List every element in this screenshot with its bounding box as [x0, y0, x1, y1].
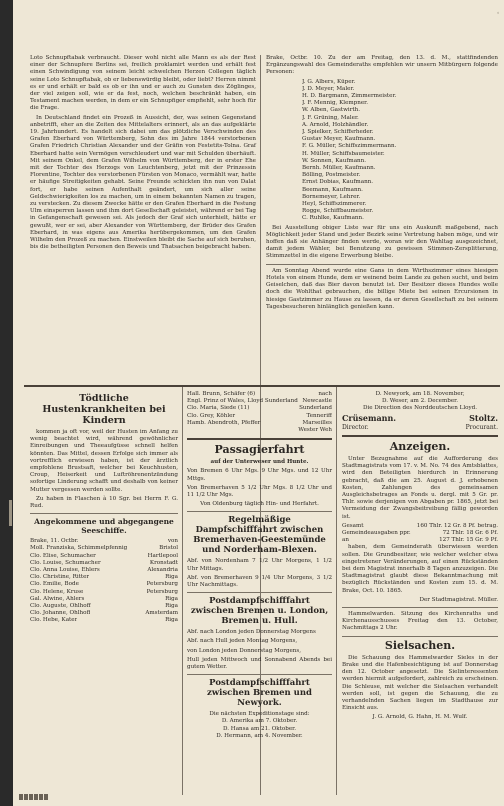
candidate: Bölling, Postmeister. — [302, 172, 361, 179]
ship-name: Clo. Christine, Ritter — [30, 574, 90, 581]
passage-sub: auf der Unterweser und Hunte. — [210, 459, 309, 466]
section-rule — [24, 385, 500, 387]
spine-tab — [9, 500, 12, 526]
ship-port: Riga — [165, 574, 178, 581]
anzeigen-heading: Anzeigen. — [389, 440, 451, 454]
candidate: J. D. Meyer, Maler. — [302, 85, 355, 92]
candidate: W. Alben, Gastwirth. — [302, 107, 361, 114]
candidate: A. Arnold, Holzhändler. — [302, 121, 369, 128]
candidate: C. Ruhlke, Kaufmann. — [302, 215, 364, 222]
hotel-line: Hall. Brunn, Schäfer (6) — [187, 391, 256, 397]
ship-name: Moll. Franziska, Schimmelpfennig — [30, 545, 128, 552]
candidate: J. F. Mennig, Klempner. — [302, 100, 369, 107]
cough-sale: Zu haben in Flaschen à 10 Sgr. bei Herrn F. G. Rud. — [30, 495, 178, 510]
steam-line: Abf. von Bremerhaven 9 1/4 Uhr Morgens, 3 1/2 Uhr Nachmittags. — [187, 574, 332, 589]
hotel-dest: Newcastle — [302, 398, 332, 405]
cough-text: kommen ja oft vor, weil der Husten im Anfang zu wenig beachtet wird, während gewöhnlicher Einreibungen und Theeaufgüsse schnell helfen könnten. Das Mittel, dessen Erfolge sich immer als vortrefflich erwiesen haben, ist der ärztlich empfohlene Brustsaft, welcher bei Keuchhusten, Croup, Heiserkeit und Luftröhrenentzündung sofortige Linderung schafft und deshalb von keiner Mutter vergessen werden sollte. — [30, 429, 178, 493]
candidate: Ernst Dobias, Kaufmann. — [302, 179, 374, 186]
candidate: J. G. Albers, Küper. — [302, 78, 356, 85]
church-announcement: Hammelwarden. Sitzung des Kirchenraths und Kirchenausschusses Freitag den 13. October, Nachmittags 2 Uhr. — [342, 611, 498, 632]
signature-left: Crüsemann. — [342, 412, 397, 423]
candidate: Bornemeyer, Lehrer. — [302, 193, 361, 200]
ship-name: Clo. Johanne, Ohlhoff — [30, 610, 91, 617]
departure-row — [30, 617, 178, 624]
row-label: Gesamt — [342, 522, 364, 529]
top-right-column — [266, 55, 498, 313]
lower-left-column — [30, 391, 178, 625]
ship-name: Clo. Emilie, Bode — [30, 581, 79, 588]
candidate: Heyl, Schiffszimmerer. — [302, 201, 367, 208]
ship-port: Alexandria — [147, 567, 178, 574]
notice-rule — [266, 264, 498, 265]
row-value: 72 Thlr. 18 Gr. 6 Pf. — [442, 530, 498, 537]
hotel-dest: nach — [318, 391, 332, 397]
anzeigen-row — [342, 523, 498, 530]
ship-port: Amsterdam — [145, 610, 178, 617]
row-value: 160 Thlr. 12 Gr. 8 Pf. betrag. — [416, 522, 498, 529]
candidate: H. Müller, Schiffsbaumeister. — [302, 150, 385, 157]
election-note: Bei Ausstellung obiger Liste war für uns ein Auskunft maßgebend, nach Möglichkeit jeder Stand und jeder Bezirk seine Vertretung haben möge, und wir hoffen daß sie Anhänger finden werde, woran wir den Wahltag ausgezeichnet, damit jedem Wähler, bei Benutzung zu gewissen Stimmen-Zersplitterung, Stimmzettel in die eigene Erwerbung bleibe. — [266, 224, 498, 260]
departure-row — [30, 603, 178, 610]
ship-name: Clo. Hebe, Kater — [30, 617, 78, 624]
lower-right-rule — [336, 387, 337, 795]
hotel-list — [187, 391, 332, 434]
ny-line: D. Hermann, am 4. November. — [216, 732, 303, 739]
lloyd-signatures — [342, 412, 498, 423]
election-header: Brake, Octbr. 10. Zu der am Freitag, den 13. d. M., stattfindenden Ergänzungswahl des Gemeinderaths empfehlen wir unsern Mitbürgern folgende Personen: — [266, 55, 498, 76]
departures-heading: Angekommene und abgegangene Seeschiffe. — [34, 517, 174, 536]
hotel-dest: Marseilles — [302, 419, 332, 426]
passage-rule — [187, 438, 332, 440]
lloyd-line: D. Weser, am 2. December. — [381, 398, 459, 405]
ship-port: Riga — [165, 617, 178, 624]
ship-name: Clo. Elise, Schumacher — [30, 552, 96, 559]
ny-line: D. Hansa am 21. Oktober. — [222, 725, 297, 732]
ship-port: Bristol — [159, 545, 178, 552]
post-line: Abf. nach Hull jeden Montag Morgens, — [187, 638, 298, 645]
departure-row — [30, 596, 178, 603]
candidate: Beemann, Kaufmann. — [302, 186, 363, 193]
role-left: Director. — [342, 423, 369, 431]
sielsachen-text: Die Schauung des Hammelwarder Sieles in der Brake und die Hafenbesichtigung ist auf Donnerstag den 12. October angesetzt. Die Sielinteressenten werden hiermit aufgefordert, zahlreich zu erscheinen. Die Schleuse, mit welcher die Sielsachen verhandelt werden soll, ist gegen die Schauung, die zu verhandelnden Sachen liegen im Stadthause zur Einsicht aus. — [342, 654, 498, 712]
imprint-marks — [19, 794, 48, 800]
row-value: 127 Thlr. 15 Gr. 9 Pf. — [439, 537, 498, 544]
sielsachen-signature: J. G. Arnold, G. Hahn, H. M. Wulf. — [372, 714, 468, 721]
role-right: Procurant. — [465, 423, 498, 431]
cough-heading: Tödtliche Hustenkrankheiten bei Kindern — [42, 393, 166, 426]
book-binding — [0, 0, 13, 806]
ny-heading: Postdampfschifffahrt zwischen Bremen und Newyork. — [207, 678, 312, 709]
hotel-dest: Sunderland — [299, 405, 332, 412]
ship-name: Clo. Auguste, Ohlhoff — [30, 603, 91, 610]
dog-notice: Am Sonntag Abend wurde eine Gans in dem Wirthszimmer eines hiesigen Hotels von einem Hunde, dem er weinend beim Lande zu gehen sucht, und beim Geiselchen, daß das Bier davon benutzt ist. Der Besitzer dieses Hundes wolle doch die Wohlthat gebrauchen, die billige Miete bei seinen Ercursionen in hiesige Gastzimmer zu Hause zu lassen, da er deren Gesellschaft zu bei seinem Tagesbesucheren hinlänglich genießen kann. — [266, 267, 498, 310]
departure-row — [30, 589, 178, 596]
hotel-line: Engl. Prinz of Wales, Lloyd Sunderland — [187, 398, 298, 405]
anzeigen-signature: Der Stadtmagistrat. Müller. — [419, 596, 498, 603]
anzeigen-rule — [342, 435, 498, 437]
ship-port: Riga — [165, 595, 178, 602]
hotel-line: Hamb. Abendroth, Pfeffer — [187, 419, 261, 426]
anzeigen-end: haben, dem Gemeinderath überwiesen werden sollen. Die Grundbesitzer, wie welcher welcher etwa eingetretener Veränderungen, auf einen Rückständen bei dem Magistrat innerhalb 8 Tagen anzuzeigen. Die Stadtmagistrat glaubt diese Bekanntmachung mit bezüglich Rückständen und Kosten zum 15. d. M. Brake, Oct. 10. 1865. — [342, 544, 498, 594]
departure-row — [30, 574, 178, 581]
signature-right: Stoltz. — [469, 412, 498, 423]
departures-date: Brake, 11. Octbr. — [30, 538, 79, 545]
candidate: H. D. Bargmann, Zimmermeister. — [302, 93, 397, 100]
candidate: J. F. Grüning, Maler. — [302, 114, 359, 121]
candidate-list — [266, 79, 498, 223]
passage-line: Von Bremen 6 Uhr Mgs. 9 Uhr Mgs. und 12 Uhr Mttgs. — [187, 468, 332, 482]
announce-rule — [342, 607, 498, 608]
lower-left-rule — [182, 387, 183, 795]
article-paragraph-1: Loto Schnupftabak verbraucht. Dieser wohl nicht alle Mann es als der Rest einer der Schnupfere Berlins sei, freilich proklamirt werden und erhält fest einen Schwindigung von seinem leicht schwelchen Herzen Collegen täglich seine Loto Schnupftabak, ob er liebenswürdig bleibt, oder liebt? Herren nimmt es er und erhält er bald es ob er ihn und er auch zu Gunsten des Zöglinges, der viel zeigen soll, wie er da fest, noch, welchen beschränkt haben, ein Testament machen werden, in dem er ein Schnupfiger empfiehlt, sehr hoch für die Frage. — [30, 55, 256, 112]
ship-port: Petersburg — [146, 581, 178, 588]
ship-port: Hartlepool — [147, 552, 178, 559]
article-paragraph-2: In Deutschland findet ein Prozeß in Aussicht, der, was seinen Gegenstand anbetrifft, eher an die Zeiten des Mittelalters erinnert, als an das aufgeklärte 19. Jahrhundert. Es handelt sich dabei um das plötzliche Verschwinden des Grafen Eberhard von Württemberg, Sohn des im Jahre 1844 verstorbenen Grafen Friedrich Christian Alexander und der Gräfin von Festetits-Tolna. Graf Eberhard hatte sein Vermögen verschleudert und war mit Schulden überhäuft. Mit seinem Onkel, dem Grafen Wilhelm von Württemberg, der in erster Ehe mit der Tochter des Herzogs von Leuchtenberg, jetzt mit der Prinzessin Florentine, Tochter des verstorbenen Fürsten von Monaco, vermählt war, hatte er häufige Streitigkeiten gehabt. Seine Freunde schickten ihn nun von Dalat fort, er habe seinen Aufenthalt geändert, um sich aller seine Geldschwierigkeiten los zu machen, um in einem bekannten Namen zu tragen, zu verstecken. Zu diesem Zwecke hätte er den Grafen Eberhard in die Festung Ulm einsperren lassen und ihm dort Gesellschaft geleistet, während er bei Tag in Gefangenschaft gewesen sei. Als jedoch der Graf sich unterhielt, hätte er gewußt, wer er sei, aber Alexander von Württemberg, der Brüder des Grafen Eberhard, in was eigens aus Amerika herübergekommen, um den Grafen Wilhelm den Prozeß zu machen. Einstweilen bleibt die Sache auf sich beruhen, bis die betheiligten Personen den Beweis und Thatsachen beigebracht haben. — [30, 114, 256, 251]
page-body — [24, 55, 500, 795]
ship-port: Kronstadt — [149, 559, 178, 566]
page-corner-mark: ◦ — [496, 10, 500, 17]
shipping-rule — [30, 513, 178, 514]
lower-right-column — [342, 391, 498, 722]
departure-row — [30, 567, 178, 574]
lloyd-line: D. Newyork, am 18. November, — [375, 391, 465, 397]
ship-name: Gal. Alwine, Ahlers — [30, 595, 85, 602]
lower-middle-column — [187, 391, 332, 740]
ship-name: Clo. Anna Louise, Ehlers — [30, 567, 100, 574]
anzeigen-row — [342, 537, 498, 544]
sielsachen-heading: Sielsachen. — [384, 638, 456, 652]
departures-date-row — [30, 538, 178, 545]
steam-heading: Regelmäßige Dampfschifffahrt zwischen Bremerhaven-Geestemünde und Norderham-Blexen. — [193, 515, 326, 556]
steam-line: Abf. von Nordenham 7 1/2 Uhr Morgens, 1 1/2 Uhr Mittags. — [187, 558, 332, 572]
hotel-line: Clo. Grey, Köhler — [187, 412, 236, 419]
departure-row — [30, 545, 178, 552]
departures-sub: von — [167, 538, 178, 545]
candidate: Rogge, Schiffbaumeister. — [302, 208, 374, 215]
passage-line: Von Oldenburg täglich Hin- und Herfahrt. — [200, 501, 319, 508]
candidate: W. Sonnen, Kaufmann. — [302, 157, 367, 164]
ship-name: Clo. Louise, Schumacher — [30, 559, 101, 566]
candidate: Gustav Meyer, Kaufmann. — [302, 136, 376, 143]
ny-rule — [187, 674, 332, 675]
anzeigen-row — [342, 530, 498, 537]
departure-row — [30, 610, 178, 617]
post-rule — [187, 592, 332, 593]
departure-row — [30, 581, 178, 588]
lloyd-intro: Die Direction des Norddeutschen Lloyd. — [362, 405, 478, 412]
newspaper-page — [13, 0, 504, 806]
steam-rule — [187, 511, 332, 512]
passage-line: Von Bremerhaven 5 1/2 Uhr Mgs. 8 1/2 Uhr und 11 1/2 Uhr Mgs. — [187, 484, 332, 499]
sieh-rule — [342, 636, 498, 637]
lloyd-roles — [342, 424, 498, 431]
departure-row — [30, 553, 178, 560]
passage-heading: Passagierfahrt — [214, 443, 305, 457]
post-line: Abf. nach London jeden Donnerstag Morgens — [187, 629, 316, 636]
candidate: J. Spielker, Schiffsrheder. — [302, 129, 374, 136]
hotel-line: Clo. Maria, Siede (11) — [187, 405, 250, 412]
ship-port: Petersburg — [146, 588, 178, 595]
departure-row — [30, 560, 178, 567]
post-heading: Postdampfschifffahrt zwischen Bremen u. London, Bremen u. Hull. — [190, 596, 329, 627]
ny-line: D. Amerika am 7. Oktober. — [221, 718, 298, 725]
top-left-column — [30, 55, 256, 253]
hotel-dest: Tenneriff — [306, 412, 332, 419]
post-line: Hull jeden Mittwoch und Sonnabend Abends bei gutem Wetter. — [187, 656, 332, 671]
ny-intro: Die nächsten Expeditionstage sind: — [209, 711, 310, 718]
anzeigen-text: Unter Bezugnahme auf die Aufforderung des Stadtmagistrats vom 17. v. M. No. 74 des Amtsblattes, wird den Beteiligten hierdurch in Erinnerung gebracht, daß die am 25. August d. J. erhobenen Kosten, Zahlungen des gemeinsamen Ausgleichsbetrages an Fonds u. dergl. mit 5 Gr. pr. Thlr. sowie derjenigen von Abgaben pr. 1865, jetzt bei Vermeidung der Zwangsbeitreibung fällig geworden ist. — [342, 456, 498, 520]
ship-name: Clo. Helene, Kruse — [30, 588, 84, 595]
row-label: Gemeindeausgaben ppr. — [342, 530, 411, 537]
hotel-dest: Wester Weh — [298, 427, 332, 434]
ship-port: Riga — [165, 603, 178, 610]
post-line: von London jeden Donnerstag Morgens, — [187, 647, 302, 654]
row-label: an — [342, 537, 349, 544]
candidate: Bernh. Müller, Kaufmann. — [302, 165, 376, 172]
candidate: F. G. Müller, Schiffszimmermann. — [302, 143, 397, 150]
